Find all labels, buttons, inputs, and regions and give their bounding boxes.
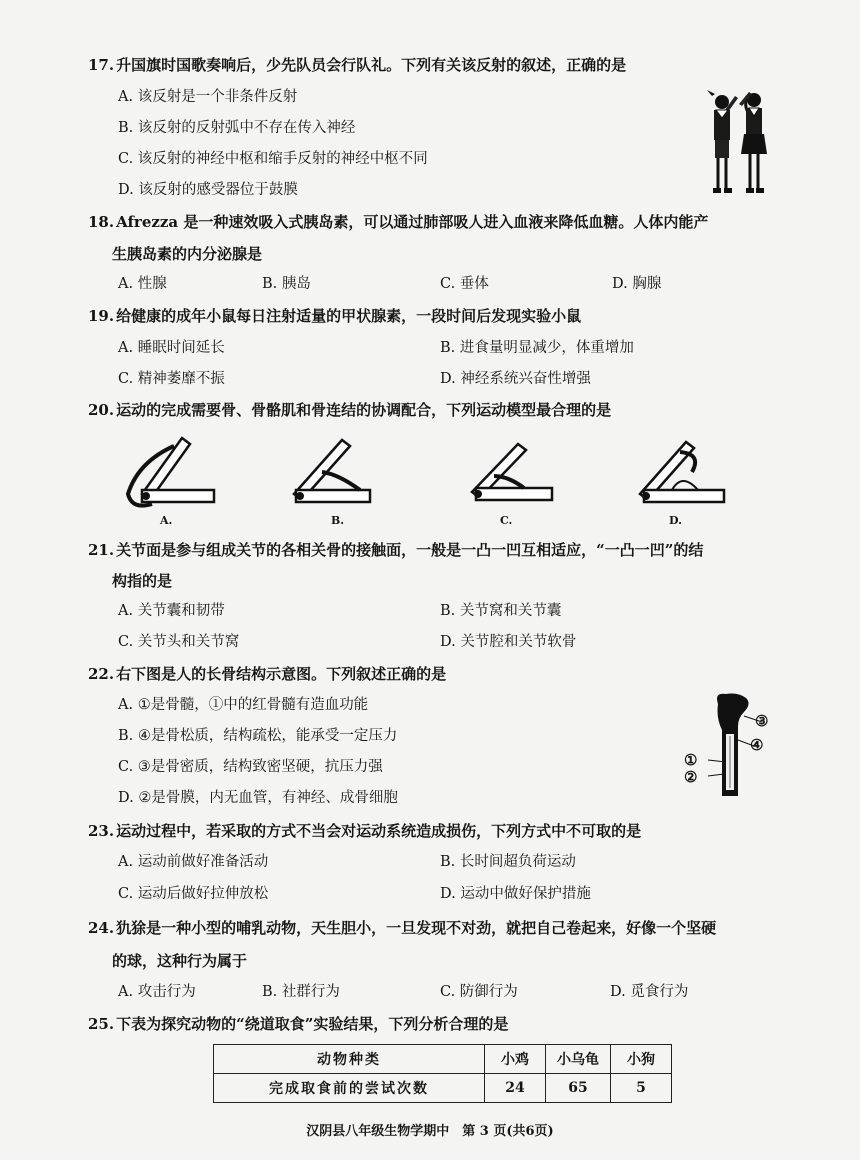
q22-option-d: D. ②是骨膜，内无血管，有神经、成骨细胞 xyxy=(118,790,398,806)
question-23: 23. 运动过程中，若采取的方式不当会对运动系统造成损伤，下列方式中不可取的是 xyxy=(88,822,642,840)
question-18-stem: Afrezza 是一种速效吸入式胰岛素，可以通过肺部吸人进入血液来降低血糖。人体内能产 xyxy=(116,213,709,231)
table-cell: 24 xyxy=(485,1074,546,1103)
pioneers-salute-figure xyxy=(704,84,776,198)
table-cell: 5 xyxy=(611,1074,672,1103)
bone-label-3: ③ xyxy=(755,712,769,730)
page-footer: 汉阴县八年级生物学期中 第 3 页(共6页) xyxy=(306,1124,554,1139)
q22-option-a: A. ①是骨髓，①中的红骨髓有造血功能 xyxy=(118,697,369,713)
question-24: 24. 犰狳是一种小型的哺乳动物，天生胆小，一旦发现不对劲，就把自己卷起来，好像一个坚硬 xyxy=(88,919,717,937)
q24-option-c: C. 防御行为 xyxy=(440,984,518,1000)
table-header-cell: 小乌龟 xyxy=(546,1045,611,1074)
q18-option-d: D. 胸腺 xyxy=(612,276,662,292)
q18-option-a: A. 性腺 xyxy=(118,276,167,292)
q21-option-d: D. 关节腔和关节软骨 xyxy=(440,634,577,650)
q23-option-b: B. 长时间超负荷运动 xyxy=(440,854,576,870)
question-25: 25. 下表为探究动物的“绕道取食”实验结果，下列分析合理的是 xyxy=(88,1015,509,1033)
q21-option-b: B. 关节窝和关节囊 xyxy=(440,603,562,619)
long-bone-figure xyxy=(704,690,774,802)
question-21-stem-cont: 构指的是 xyxy=(112,572,173,590)
motion-model-c-figure xyxy=(466,432,576,514)
bone-label-2: ② xyxy=(684,768,698,786)
question-24-stem: 犰狳是一种小型的哺乳动物，天生胆小，一旦发现不对劲，就把自己卷起来，好像一个坚硬 xyxy=(116,919,717,937)
table-header-cell: 小狗 xyxy=(611,1045,672,1074)
motion-model-b-label: B. xyxy=(331,514,345,527)
table-header-cell: 动物种类 xyxy=(214,1045,485,1074)
q18-option-c: C. 垂体 xyxy=(440,276,489,292)
q23-option-d: D. 运动中做好保护措施 xyxy=(440,886,591,902)
q17-option-a: A. 该反射是一个非条件反射 xyxy=(118,89,298,105)
q19-option-c: C. 精神萎靡不振 xyxy=(118,371,225,387)
question-25-stem: 下表为探究动物的“绕道取食”实验结果，下列分析合理的是 xyxy=(116,1015,509,1033)
q21-option-c: C. 关节头和关节窝 xyxy=(118,634,240,650)
q22-option-c: C. ③是骨密质，结构致密坚硬，抗压力强 xyxy=(118,759,383,775)
q17-option-b: B. 该反射的反射弧中不存在传入神经 xyxy=(118,120,356,136)
q24-option-a: A. 攻击行为 xyxy=(118,984,196,1000)
question-18: 18. Afrezza 是一种速效吸入式胰岛素，可以通过肺部吸人进入血液来降低血糖。人体内能产 xyxy=(88,213,709,231)
q19-option-a: A. 睡眠时间延长 xyxy=(118,340,225,356)
q17-option-d: D. 该反射的感受器位于鼓膜 xyxy=(118,182,298,198)
question-22-stem: 右下图是人的长骨结构示意图。下列叙述正确的是 xyxy=(116,665,447,683)
question-24-stem-cont: 的球，这种行为属于 xyxy=(112,952,248,970)
q22-option-b: B. ④是骨松质，结构疏松，能承受一定压力 xyxy=(118,728,398,744)
table-header-cell: 小鸡 xyxy=(485,1045,546,1074)
question-17-stem: 升国旗时国歌奏响后，少先队员会行队礼。下列有关该反射的叙述，正确的是 xyxy=(116,56,627,74)
q19-option-b: B. 进食量明显减少，体重增加 xyxy=(440,340,634,356)
motion-model-d-figure xyxy=(632,432,742,514)
table-row xyxy=(214,1074,672,1103)
q24-option-d: D. 觅食行为 xyxy=(610,984,689,1000)
detour-feeding-results-table xyxy=(213,1044,672,1103)
question-17: 17. 升国旗时国歌奏响后，少先队员会行队礼。下列有关该反射的叙述，正确的是 xyxy=(88,56,627,74)
q17-option-c: C. 该反射的神经中枢和缩手反射的神经中枢不同 xyxy=(118,151,428,167)
motion-model-c-label: C. xyxy=(500,514,513,527)
motion-model-a-figure xyxy=(118,432,228,514)
q21-option-a: A. 关节囊和韧带 xyxy=(118,603,225,619)
q23-option-a: A. 运动前做好准备活动 xyxy=(118,854,269,870)
table-cell: 65 xyxy=(546,1074,611,1103)
q23-option-c: C. 运动后做好拉伸放松 xyxy=(118,886,269,902)
motion-model-a-label: A. xyxy=(160,514,173,527)
bone-label-1: ① xyxy=(684,751,698,769)
q24-option-b: B. 社群行为 xyxy=(262,984,340,1000)
question-21: 21. 关节面是参与组成关节的各相关骨的接触面，一般是一凸一凹互相适应，“一凸一凹”的结 xyxy=(88,541,704,559)
question-20: 20. 运动的完成需要骨、骨骼肌和骨连结的协调配合，下列运动模型最合理的是 xyxy=(88,401,612,419)
motion-model-d-label: D. xyxy=(669,514,682,527)
bone-label-4: ④ xyxy=(750,736,764,754)
table-header-row xyxy=(214,1045,672,1074)
question-19: 19. 给健康的成年小鼠每日注射适量的甲状腺素，一段时间后发现实验小鼠 xyxy=(88,307,582,325)
question-23-stem: 运动过程中，若采取的方式不当会对运动系统造成损伤，下列方式中不可取的是 xyxy=(116,822,642,840)
table-cell: 完成取食前的尝试次数 xyxy=(214,1074,485,1103)
question-21-stem: 关节面是参与组成关节的各相关骨的接触面，一般是一凸一凹互相适应，“一凸一凹”的结 xyxy=(116,541,704,559)
q18-option-b: B. 胰岛 xyxy=(262,276,311,292)
motion-model-b-figure xyxy=(286,432,396,514)
question-22: 22. 右下图是人的长骨结构示意图。下列叙述正确的是 xyxy=(88,665,447,683)
q19-option-d: D. 神经系统兴奋性增强 xyxy=(440,371,591,387)
question-19-stem: 给健康的成年小鼠每日注射适量的甲状腺素，一段时间后发现实验小鼠 xyxy=(116,307,582,325)
question-20-stem: 运动的完成需要骨、骨骼肌和骨连结的协调配合，下列运动模型最合理的是 xyxy=(116,401,612,419)
question-18-stem-cont: 生胰岛素的内分泌腺是 xyxy=(112,245,263,263)
